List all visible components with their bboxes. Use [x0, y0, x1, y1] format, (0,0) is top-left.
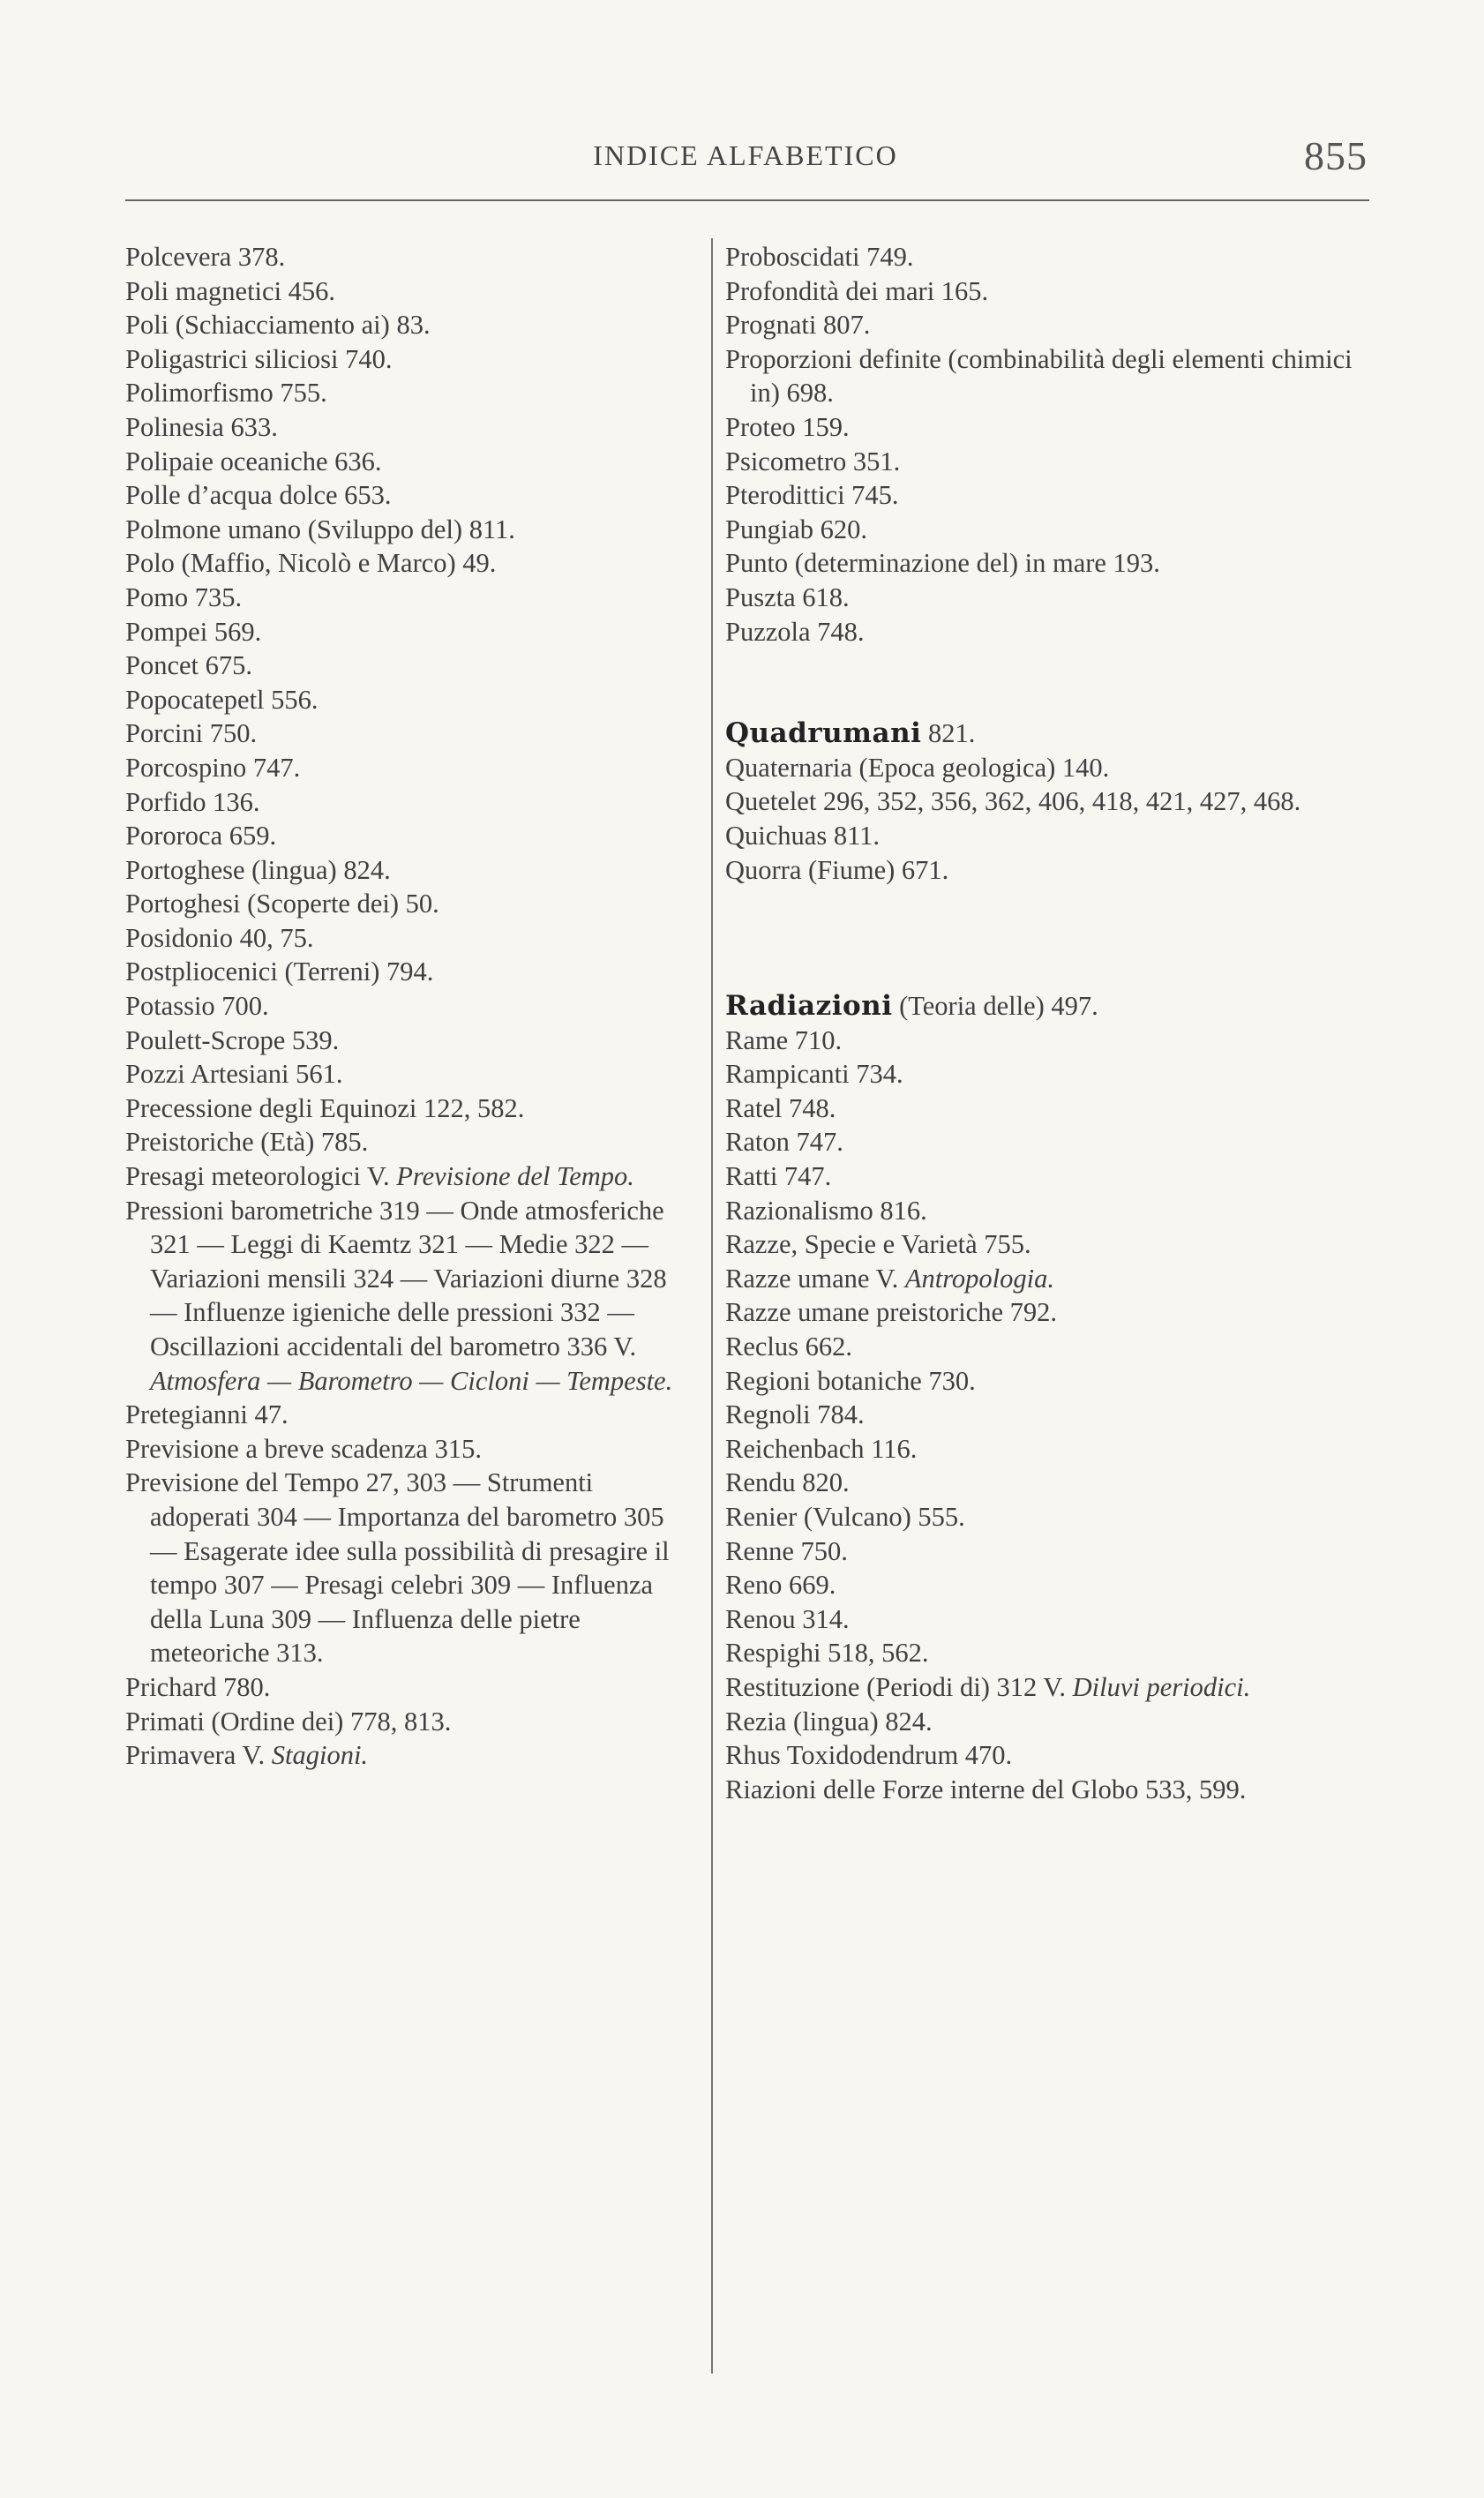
page-header	[124, 132, 1368, 185]
header-rule	[125, 199, 1369, 201]
index-entry	[725, 1773, 1369, 1807]
index-entry	[725, 989, 1369, 1024]
entry-text: Poncet 675.	[125, 650, 253, 681]
index-entry	[725, 1057, 1369, 1091]
entry-text: Profondità dei mari 165.	[725, 275, 989, 306]
index-entry	[725, 1091, 1369, 1126]
entry-text: Pororoca 659.	[125, 821, 277, 851]
entry-text: Preistoriche (Età) 785.	[125, 1127, 369, 1158]
index-entry	[725, 1194, 1369, 1228]
index-entry	[125, 1466, 690, 1670]
index-entry	[125, 1091, 690, 1126]
index-entry	[125, 1738, 690, 1773]
entry-text: Pungiab 620.	[725, 514, 867, 544]
index-entry	[125, 683, 690, 717]
index-entry	[125, 989, 690, 1024]
index-entry	[725, 1568, 1369, 1602]
entry-text: Renier (Vulcano) 555.	[725, 1502, 965, 1532]
index-entry	[725, 1330, 1369, 1364]
entry-text: Portoghesi (Scoperte dei) 50.	[125, 889, 439, 919]
index-entry	[125, 445, 690, 479]
entry-text: Polimorfismo 755.	[125, 378, 327, 409]
index-entry	[125, 1024, 690, 1058]
entry-text: Porcini 750.	[125, 718, 258, 749]
entry-text: Ratel 748.	[725, 1092, 836, 1123]
entry-text: Proporzioni definite (combinabilità degli elementi chimici in) 698.	[725, 343, 1353, 409]
section-p-continued	[725, 240, 1369, 649]
entry-text: Psicometro 351.	[725, 446, 901, 476]
entry-text: Polle d’acqua dolce 653.	[125, 480, 392, 511]
entry-text: Punto (determinazione del) in mare 193.	[725, 548, 1160, 579]
entry-text: Primati (Ordine dei) 778, 813.	[125, 1706, 452, 1737]
entry-text: Puszta 618.	[725, 581, 850, 612]
entry-text: Poli magnetici 456.	[125, 275, 336, 306]
entry-text: Puzzola 748.	[725, 616, 865, 647]
index-entry	[725, 240, 1369, 274]
index-entry	[125, 1705, 690, 1739]
entry-text: Ratti 747.	[725, 1161, 832, 1192]
entry-text: Pretegianni 47.	[125, 1399, 289, 1430]
entry-text: Polo (Maffio, Nicolò e Marco) 49.	[125, 548, 497, 579]
entry-text: Renou 314.	[725, 1603, 850, 1634]
entry-text: Posidonio 40, 75.	[125, 922, 314, 953]
index-entry	[725, 1636, 1369, 1670]
entry-text: 821.	[921, 718, 976, 749]
index-entry	[125, 853, 690, 888]
entry-text: Regioni botaniche 730.	[725, 1365, 976, 1396]
entry-text: Pterodittici 745.	[725, 480, 899, 511]
entry-text: (Teoria delle) 497.	[892, 991, 1098, 1022]
index-entry	[125, 1398, 690, 1432]
entry-text: Prognati 807.	[725, 310, 871, 341]
index-entry	[725, 445, 1369, 479]
index-entry	[125, 1432, 690, 1467]
section-lead-word: Quadrumani	[725, 717, 922, 750]
entry-text: Rezia (lingua) 824.	[725, 1706, 933, 1737]
index-entry	[125, 410, 690, 445]
index-entry	[725, 1738, 1369, 1773]
index-entry	[125, 581, 690, 615]
index-entry	[725, 513, 1369, 547]
section-q	[725, 716, 1369, 887]
section-lead-word: Radiazioni	[725, 990, 893, 1023]
entry-text: Polipaie oceaniche 636.	[125, 446, 382, 476]
index-entry	[725, 853, 1369, 888]
index-entry	[125, 308, 690, 342]
entry-text: Polinesia 633.	[125, 411, 278, 442]
index-entry	[725, 1295, 1369, 1330]
index-entry	[725, 1432, 1369, 1467]
index-entry	[725, 546, 1369, 581]
entry-text: Porfido 136.	[125, 786, 260, 817]
entry-text: Previsione a breve scadenza 315.	[125, 1433, 482, 1464]
entry-text: Portoghese (lingua) 824.	[125, 854, 391, 885]
entry-text: Pressioni barometriche 319 — Onde atmosferiche 321 — Leggi di Kaemtz 321 — Medie 322 — Variazioni mensili 324 — Variazioni diurne 328 — Influenze igieniche delle pressioni 332 — Oscillazioni accidentali del barometro 336 V.	[125, 1195, 667, 1362]
index-entry	[725, 784, 1369, 819]
index-entry	[725, 1398, 1369, 1432]
index-entry	[125, 716, 690, 751]
entry-text: Poli (Schiacciamento ai) 83.	[125, 310, 431, 341]
right-column	[725, 240, 1369, 1806]
index-entry	[125, 513, 690, 547]
index-entry	[125, 921, 690, 956]
entry-text: Rhus Toxidodendrum 470.	[725, 1740, 1013, 1771]
entry-text: Polcevera 378.	[125, 242, 286, 272]
entry-text: Reclus 662.	[725, 1332, 853, 1362]
entry-text: Quaternaria (Epoca geologica) 140.	[725, 752, 1110, 783]
entry-text: Quetelet 296, 352, 356, 362, 406, 418, 421, 427, 468.	[725, 786, 1301, 817]
index-entry	[725, 716, 1369, 751]
index-entry	[725, 1227, 1369, 1262]
entry-text: Rendu 820.	[725, 1467, 850, 1498]
entry-text: Raton 747.	[725, 1127, 843, 1158]
index-entry	[725, 410, 1369, 445]
entry-text: Postpliocenici (Terreni) 794.	[125, 956, 434, 987]
section-r	[725, 989, 1369, 1806]
entry-text: Precessione degli Equinozi 122, 582.	[125, 1092, 525, 1123]
index-entry	[125, 342, 690, 377]
entry-text: Proboscidati 749.	[725, 242, 914, 272]
index-entry	[125, 615, 690, 649]
entry-text: Proteo 159.	[725, 411, 850, 442]
index-entry	[725, 1364, 1369, 1399]
entry-text: Pozzi Artesiani 561.	[125, 1059, 343, 1090]
index-entry	[125, 819, 690, 853]
index-entry	[725, 1500, 1369, 1534]
cross-reference: Antropologia.	[904, 1263, 1055, 1294]
index-entry	[725, 1466, 1369, 1500]
index-entry	[725, 308, 1369, 342]
entry-text: Restituzione (Periodi di) 312 V.	[725, 1671, 1073, 1702]
index-entry	[725, 1534, 1369, 1569]
entry-text: Riazioni delle Forze interne del Globo 533, 599.	[725, 1774, 1247, 1804]
cross-reference: Stagioni.	[271, 1740, 369, 1771]
index-entry	[125, 1670, 690, 1705]
cross-reference: Atmosfera — Barometro — Cicloni — Tempeste.	[150, 1365, 673, 1396]
entry-text: Reno 669.	[725, 1570, 836, 1601]
column-divider	[711, 238, 713, 2374]
entry-text: Regnoli 784.	[725, 1399, 865, 1430]
page-number: 855	[1304, 133, 1368, 178]
index-entry	[725, 581, 1369, 615]
entry-text: Presagi meteorologici V.	[125, 1161, 397, 1192]
index-entry	[125, 240, 690, 274]
cross-reference: Diluvi periodici.	[1072, 1671, 1251, 1702]
index-entry	[125, 1159, 690, 1194]
index-entry	[725, 478, 1369, 513]
index-entry	[725, 751, 1369, 785]
index-entry	[125, 1125, 690, 1159]
entry-text: Primavera V.	[125, 1740, 272, 1771]
index-entry	[125, 546, 690, 581]
entry-text: Razze umane V.	[725, 1263, 905, 1294]
entry-text: Rampicanti 734.	[725, 1059, 903, 1090]
left-column	[125, 240, 690, 1773]
index-entry	[725, 819, 1369, 853]
index-entry	[725, 1125, 1369, 1159]
entry-text: Previsione del Tempo 27, 303 — Strumenti adoperati 304 — Importanza del barometro 305 — Esagerate idee sulla possibilità di presagire il tempo 307 — Presagi celebri 309 — Influenza della Luna 309 — Influenza delle pietre meteoriche 313.	[125, 1467, 670, 1669]
index-entry	[725, 274, 1369, 309]
index-entry	[725, 615, 1369, 649]
entry-text: Prichard 780.	[125, 1671, 271, 1702]
index-entry	[125, 478, 690, 513]
entry-text: Razze, Specie e Varietà 755.	[725, 1229, 1031, 1260]
index-entry	[725, 1602, 1369, 1637]
entry-text: Potassio 700.	[125, 991, 269, 1022]
index-entry	[725, 1670, 1369, 1705]
entry-text: Poulett-Scrope 539.	[125, 1024, 340, 1055]
index-entry	[125, 376, 690, 410]
index-entry	[125, 649, 690, 683]
index-entry	[125, 955, 690, 989]
entry-text: Razionalismo 816.	[725, 1195, 927, 1226]
index-entry	[125, 1057, 690, 1091]
index-entry	[725, 342, 1369, 410]
entry-text: Pomo 735.	[125, 581, 243, 612]
entry-text: Reichenbach 116.	[725, 1433, 918, 1464]
entry-text: Renne 750.	[725, 1535, 848, 1566]
index-entry	[125, 1194, 690, 1399]
index-entry	[125, 751, 690, 785]
entry-text: Respighi 518, 562.	[725, 1638, 929, 1669]
index-entry	[725, 1705, 1369, 1739]
running-head: INDICE ALFABETICO	[593, 139, 898, 171]
entry-text: Quichuas 811.	[725, 820, 881, 851]
index-entry	[125, 785, 690, 820]
index-entry	[725, 1262, 1369, 1296]
entry-text: Poligastrici siliciosi 740.	[125, 343, 393, 374]
entry-text: Pompei 569.	[125, 616, 262, 647]
entry-text: Razze umane preistoriche 792.	[725, 1297, 1058, 1328]
cross-reference: Previsione del Tempo.	[396, 1161, 634, 1192]
index-entry	[125, 274, 690, 309]
index-entry	[725, 1024, 1369, 1058]
entry-text: Popocatepetl 556.	[125, 684, 319, 715]
entry-text: Rame 710.	[725, 1024, 843, 1055]
entry-text: Porcospino 747.	[125, 752, 301, 783]
entry-text: Quorra (Fiume) 671.	[725, 854, 949, 885]
index-entry	[125, 887, 690, 921]
index-entry	[725, 1159, 1369, 1194]
entry-text: Polmone umano (Sviluppo del) 811.	[125, 514, 515, 544]
